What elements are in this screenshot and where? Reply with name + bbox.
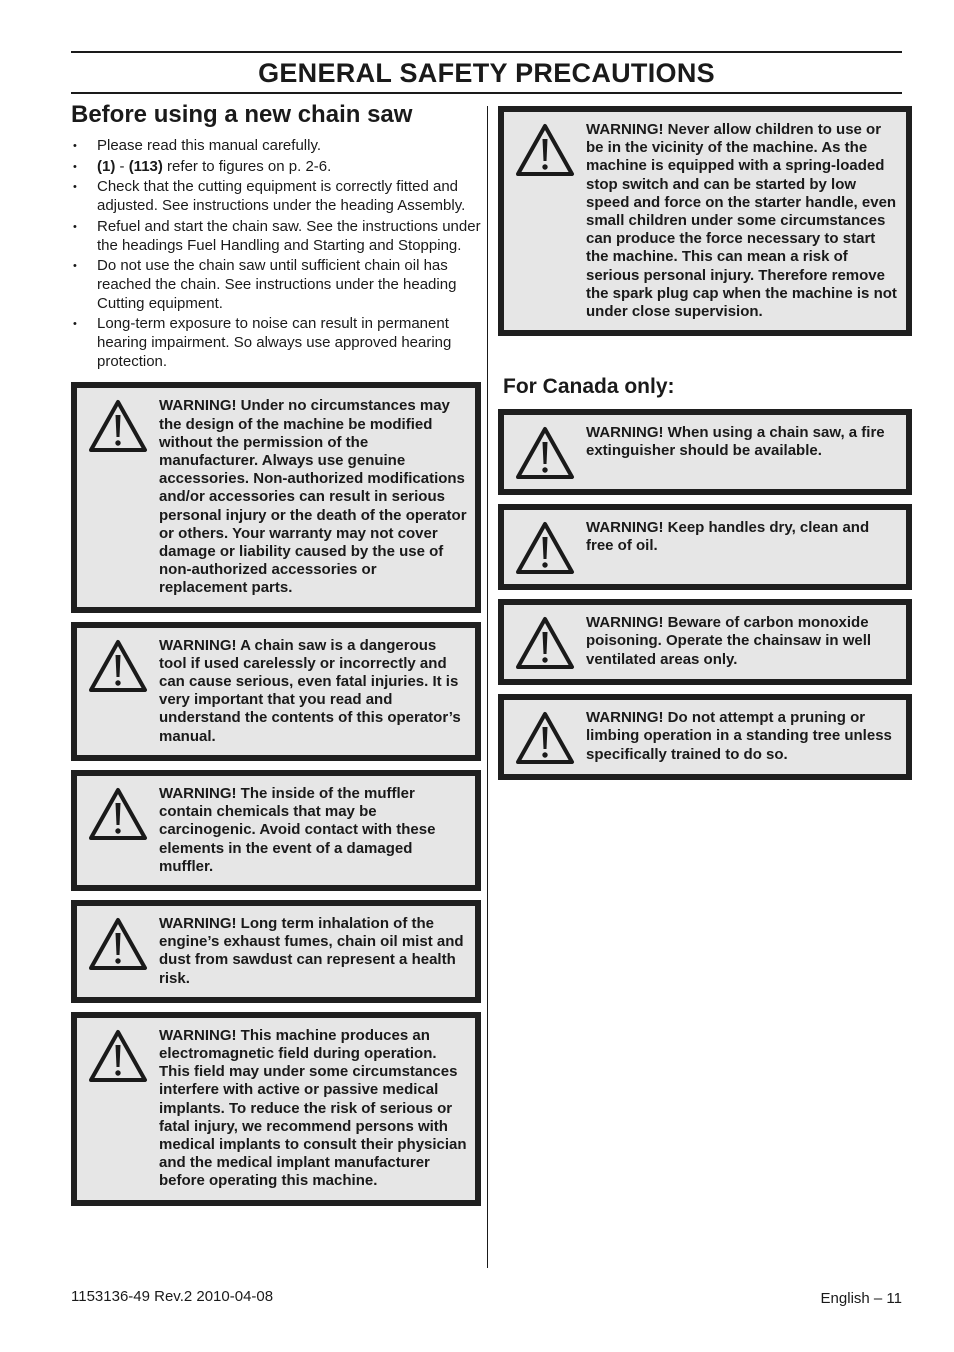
warning-text: WARNING! When using a chain saw, a fire extinguisher should be available.	[586, 424, 885, 460]
warning-text: WARNING! Keep handles dry, clean and free of oil.	[586, 519, 870, 555]
right-column	[498, 106, 912, 789]
warning-triangle-icon	[77, 785, 159, 876]
warning-triangle-icon	[77, 1027, 159, 1191]
warning-box	[71, 382, 481, 612]
warning-text: WARNING! A chain saw is a dangerous tool if used carelessly or incorrectly and can cause serious, even fatal injuries. It is very important that you read and understand the contents of this operator’s manual.	[159, 636, 461, 745]
warning-triangle-icon	[504, 121, 586, 321]
warning-triangle-icon	[504, 709, 586, 765]
list-item: • Check that the cutting equipment is correctly fitted and adjusted. See instructions under the heading Assembly.	[71, 178, 481, 215]
section-heading: Before using a new chain saw	[71, 101, 413, 128]
warning-text: WARNING! Under no circumstances may the design of the machine be modified without the permission of the manufacturer. Always use genuine accessories. Non-authorized modifications and/or accessories can result in serious personal injury or the death of the operator or others. Your warranty may not cover damage or liability caused by the use of non-authorized accessories or replacement parts.	[159, 397, 467, 597]
warning-box	[498, 694, 912, 780]
warning-triangle-icon	[504, 424, 586, 480]
warning-box	[498, 106, 912, 336]
warning-triangle-icon	[77, 637, 159, 746]
warning-box	[71, 1012, 481, 1206]
warning-box	[498, 504, 912, 590]
warning-text: WARNING! The inside of the muffler contain chemicals that may be carcinogenic. Avoid contact with these elements in the event of a damaged muffler.	[159, 784, 436, 875]
list-item: • (1) - (113) refer to figures on p. 2-6.	[71, 158, 481, 177]
canada-heading: For Canada only:	[503, 375, 675, 399]
warning-text: WARNING! Never allow children to use or be in the vicinity of the machine. As the machine is equipped with a spring-loaded stop switch and can be started by low speed and force on the starter handle, even small children under some circumstances can produce the force necessary to start the machine. This can mean a risk of serious personal injury. Therefore remove the spark plug cap when the machine is not under close supervision.	[586, 121, 897, 321]
list-item: • Refuel and start the chain saw. See the instructions under the headings Fuel Handling and Starting and Stopping.	[71, 218, 481, 255]
warning-triangle-icon	[77, 915, 159, 988]
warning-text: WARNING! Do not attempt a pruning or limbing operation in a standing tree unless specifically trained to do so.	[586, 709, 892, 763]
left-column	[71, 100, 481, 1215]
page-number: English – 11	[820, 1290, 902, 1307]
warning-box	[498, 599, 912, 685]
warning-text: WARNING! Beware of carbon monoxide poisoning. Operate the chainsaw in well ventilated areas only.	[586, 614, 872, 668]
list-item: • Do not use the chain saw until sufficient chain oil has reached the chain. See instructions under the heading Cutting equipment.	[71, 257, 481, 313]
page-header	[71, 51, 902, 94]
page-title: GENERAL SAFETY PRECAUTIONS	[258, 58, 715, 88]
warning-text: WARNING! This machine produces an electromagnetic field during operation. This field may under some circumstances interfere with active or passive medical implants. To reduce the risk of serious or fatal injury, we recommend persons with medical implants to consult their physician and the medical implant manufacturer before operating this machine.	[159, 1026, 467, 1190]
warning-box	[71, 900, 481, 1003]
warning-text: WARNING! Long term inhalation of the engine’s exhaust fumes, chain oil mist and dust from sawdust can represent a health risk.	[159, 914, 464, 987]
instruction-list	[71, 137, 481, 371]
column-divider	[487, 106, 488, 1268]
document-id: 1153136-49 Rev.2 2010-04-08	[71, 1288, 274, 1305]
warning-triangle-icon	[504, 614, 586, 670]
warning-triangle-icon	[77, 397, 159, 597]
list-item: • Long-term exposure to noise can result in permanent hearing impairment. So always use approved hearing protection.	[71, 315, 481, 371]
warning-box	[498, 409, 912, 495]
warning-triangle-icon	[504, 519, 586, 575]
warning-box	[71, 770, 481, 891]
warning-box	[71, 622, 481, 761]
list-item: • Please read this manual carefully.	[71, 137, 481, 156]
